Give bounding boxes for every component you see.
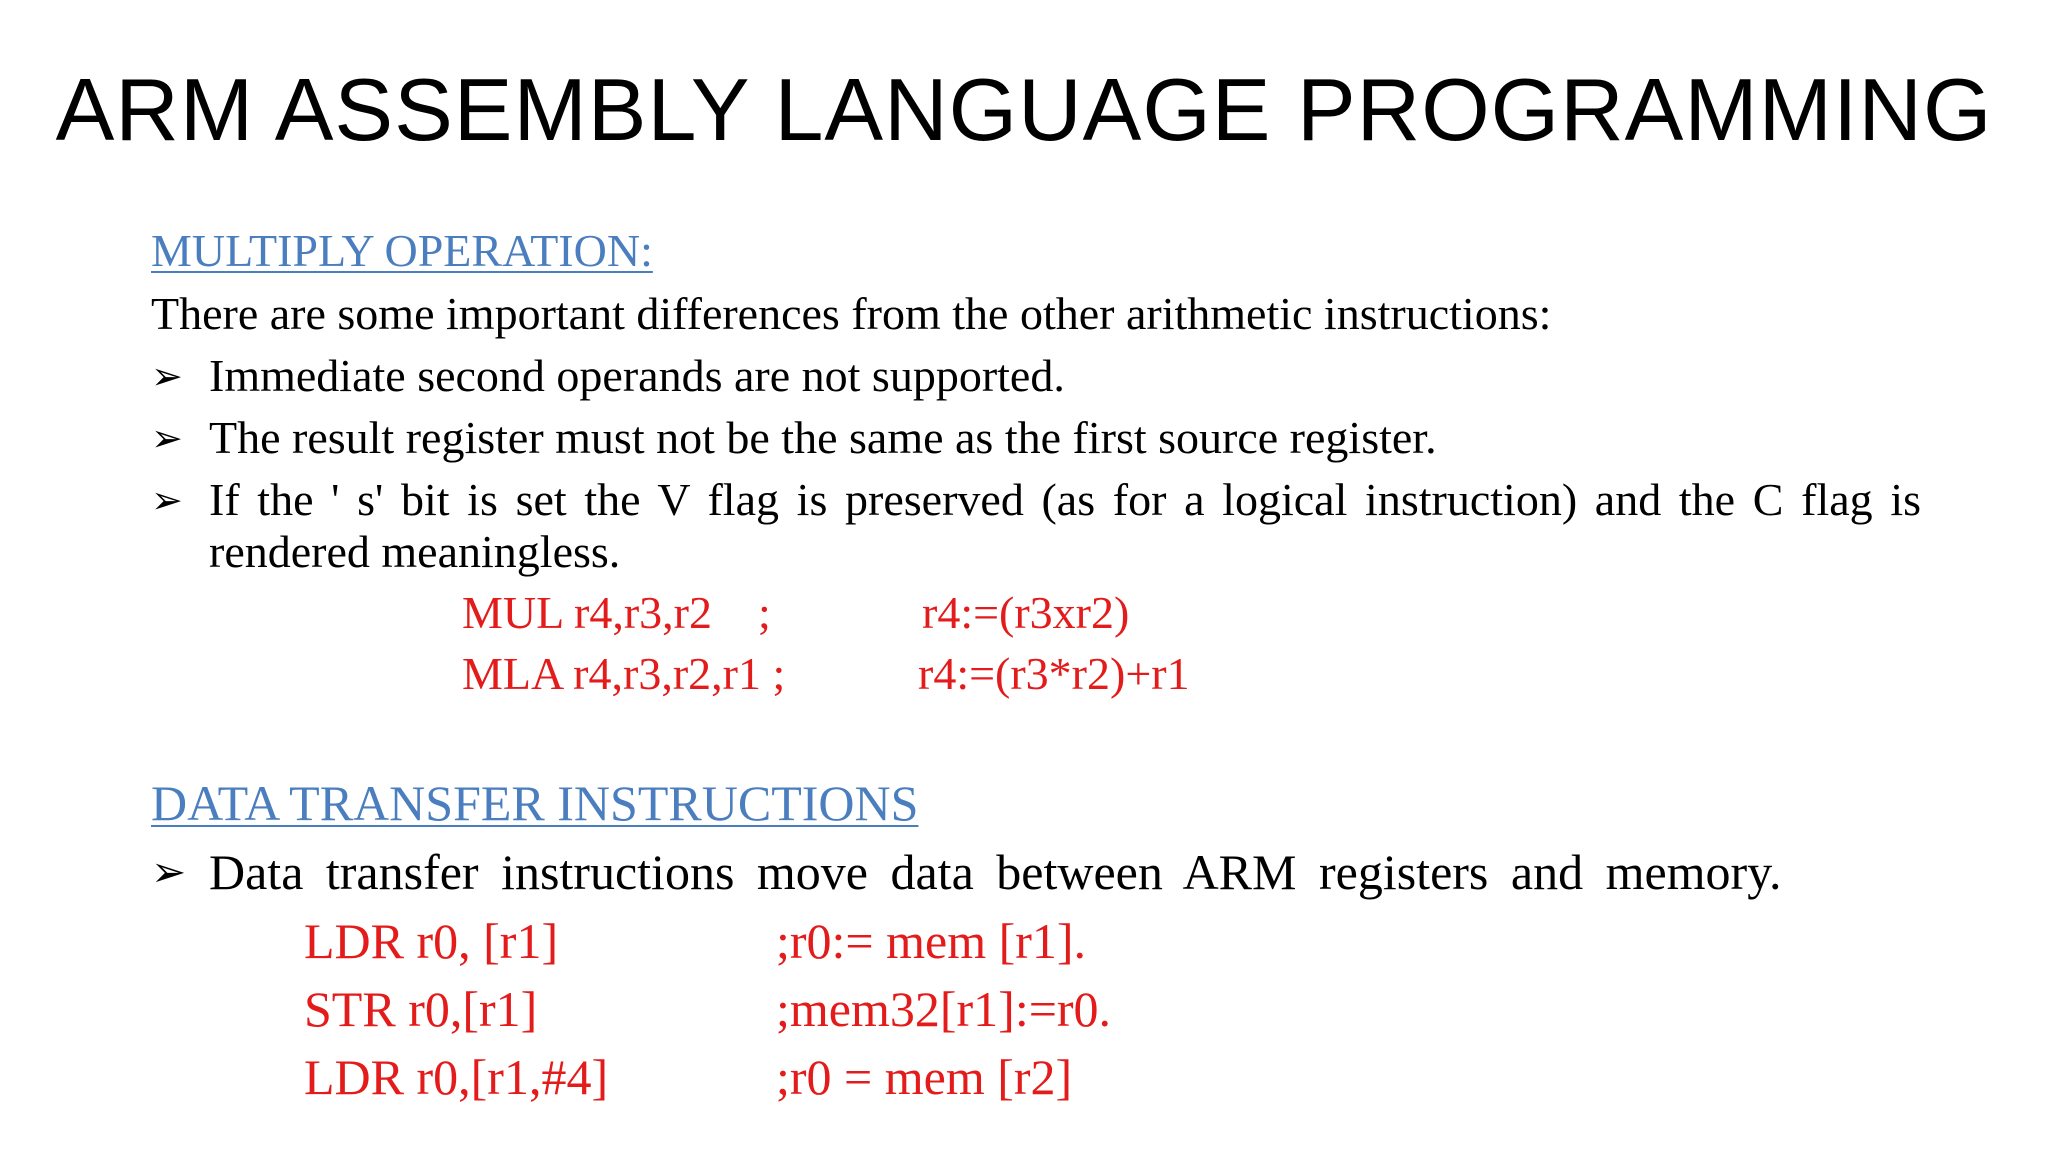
ldr-offset-comment: ;r0 = mem [r2]	[776, 1049, 1073, 1105]
slide-title: ARM ASSEMBLY LANGUAGE PROGRAMMING	[55, 60, 1993, 159]
multiply-intro-text: There are some important differences from the other arithmetic instructions:	[151, 288, 1552, 339]
str-instruction: STR r0,[r1]	[304, 981, 538, 1037]
bullet-text: The result register must not be the same as the first source register.	[209, 412, 1437, 463]
bullet-text: Immediate second operands are not supported.	[209, 350, 1065, 401]
arrowhead-bullet-icon: ➢	[151, 416, 183, 460]
ldr-instruction: LDR r0, [r1]	[304, 913, 559, 969]
multiply-bullet-2	[151, 412, 1921, 464]
data-transfer-heading: DATA TRANSFER INSTRUCTIONS	[151, 775, 919, 831]
multiply-operation-heading: MULTIPLY OPERATION:	[151, 225, 653, 276]
ldr-comment: ;r0:= mem [r1].	[776, 913, 1087, 969]
ldr-offset-instruction: LDR r0,[r1,#4]	[304, 1049, 609, 1105]
arrowhead-bullet-icon: ➢	[151, 478, 183, 522]
data-transfer-bullet-1	[151, 844, 1921, 900]
arrowhead-bullet-icon: ➢	[151, 354, 183, 398]
mul-comment: r4:=(r3xr2)	[922, 587, 1130, 638]
mla-comment: r4:=(r3*r2)+r1	[918, 648, 1190, 699]
mla-instruction: MLA r4,r3,r2,r1 ;	[462, 648, 786, 699]
multiply-bullet-3	[151, 474, 1921, 578]
bullet-text: If the ' s' bit is set the V flag is preserved (as for a logical instruction) and the C flag is rendered meaningless.	[209, 474, 1921, 577]
multiply-bullet-1	[151, 350, 1921, 402]
mul-instruction: MUL r4,r3,r2 ;	[462, 587, 771, 638]
arrowhead-bullet-icon: ➢	[151, 847, 187, 896]
str-comment: ;mem32[r1]:=r0.	[776, 981, 1112, 1037]
bullet-text: Data transfer instructions move data between ARM registers and memory.	[209, 844, 1782, 900]
